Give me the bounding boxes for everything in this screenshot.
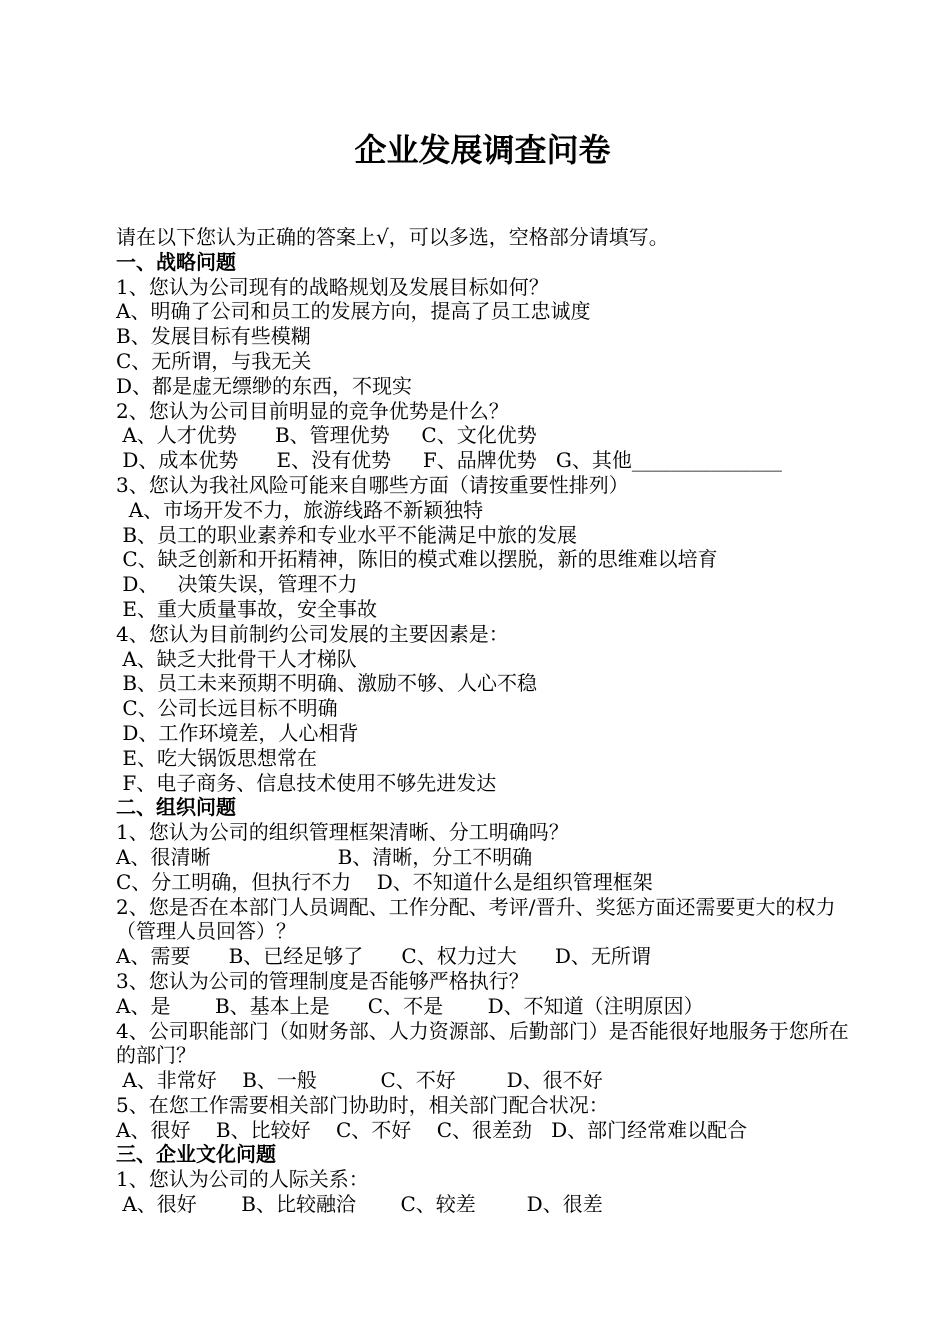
question-line: C、公司长远目标不明确 xyxy=(116,696,338,721)
question-line: 5、在您工作需要相关部门协助时，相关部门配合状况： xyxy=(116,1092,609,1117)
question-line: D、都是虚无缥缈的东西，不现实 xyxy=(116,373,413,398)
question-line: B、发展目标有些模糊 xyxy=(116,324,311,349)
question-line: C、缺乏创新和开拓精神，陈旧的模式难以摆脱，新的思维难以培育 xyxy=(116,547,718,572)
section-heading: 二、组织问题 xyxy=(116,795,236,820)
question-line: A、很清晰 B、清晰，分工不明确 xyxy=(116,844,533,869)
question-line: C、无所谓，与我无关 xyxy=(116,348,312,373)
question-line: A、很好 B、比较好 C、不好 C、很差劲 D、部门经常难以配合 xyxy=(116,1117,748,1142)
question-line: E、吃大锅饭思想常在 xyxy=(116,745,317,770)
question-line: 1、您认为公司的人际关系： xyxy=(116,1167,369,1192)
question-line: 2、您认为公司目前明显的竞争优势是什么？ xyxy=(116,398,509,423)
question-line: A、需要 B、已经足够了 C、权力过大 D、无所谓 xyxy=(116,944,651,969)
question-line: 请在以下您认为正确的答案上√，可以多选，空格部分请填写。 xyxy=(116,225,669,249)
question-line: A、是 B、基本上是 C、不是 D、不知道（注明原因） xyxy=(116,993,704,1018)
section-heading: 一、战略问题 xyxy=(116,249,236,274)
question-line: E、重大质量事故，安全事故 xyxy=(116,596,377,621)
question-line: A、缺乏大批骨干人才梯队 xyxy=(116,646,357,671)
question-line: A、人才优势 B、管理优势 C、文化优势 xyxy=(116,423,537,448)
question-line: A、很好 B、比较融洽 C、较差 D、很差 xyxy=(116,1192,603,1217)
question-line: C、分工明确，但执行不力 D、不知道什么是组织管理框架 xyxy=(116,869,653,894)
question-line: A、非常好 B、一般 C、不好 D、很不好 xyxy=(116,1068,603,1093)
question-line: D、 决策失误，管理不力 xyxy=(116,572,358,597)
question-line: D、成本优势 E、没有优势 F、品牌优势 G、其他_______________ xyxy=(116,448,782,473)
question-line: D、工作环境差，人心相背 xyxy=(116,720,359,745)
question-line: 3、您认为公司的管理制度是否能够严格执行？ xyxy=(116,968,529,993)
question-line: F、电子商务、信息技术使用不够先进发达 xyxy=(116,770,497,795)
question-line: 2、您是否在本部门人员调配、工作分配、考评/晋升、奖惩方面还需要更大的权力（管理人员回答）？ xyxy=(116,894,836,944)
page-title: 企业发展调查问卷 xyxy=(354,131,611,169)
question-line: 4、您认为目前制约公司发展的主要因素是： xyxy=(116,621,509,646)
section-heading: 三、企业文化问题 xyxy=(116,1142,276,1167)
question-line: B、员工未来预期不明确、激励不够、人心不稳 xyxy=(116,671,538,696)
question-line: 4、公司职能部门（如财务部、人力资源部、后勤部门）是否能很好地服务于您所在的部门？ xyxy=(116,1018,849,1068)
questionnaire-body xyxy=(116,225,856,1217)
question-line: A、市场开发不力，旅游线路不新颖独特 xyxy=(116,497,484,522)
question-line: 3、您认为我社风险可能来自哪些方面（请按重要性排列） xyxy=(116,472,629,497)
question-line: A、明确了公司和员工的发展方向，提高了员工忠诚度 xyxy=(116,299,591,324)
question-line: B、员工的职业素养和专业水平不能满足中旅的发展 xyxy=(116,522,578,547)
question-line: 1、您认为公司的组织管理框架清晰、分工明确吗？ xyxy=(116,820,569,845)
question-line: 1、您认为公司现有的战略规划及发展目标如何？ xyxy=(116,274,549,299)
